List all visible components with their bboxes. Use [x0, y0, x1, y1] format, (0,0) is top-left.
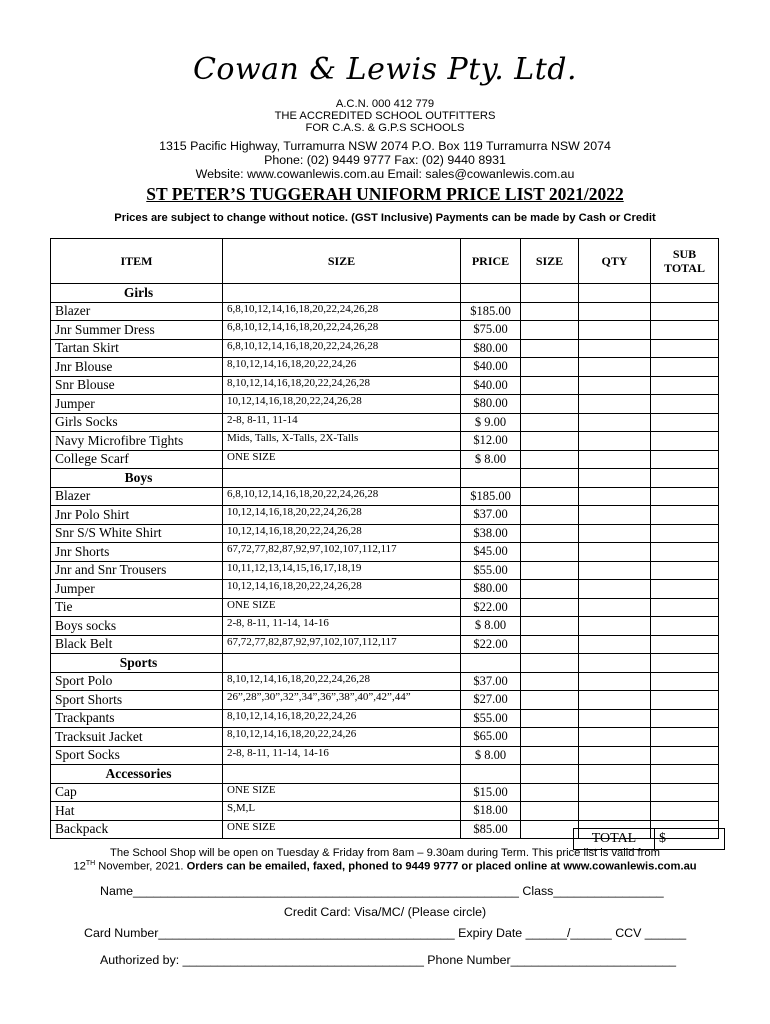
- qty-entry-cell[interactable]: [579, 524, 651, 543]
- price-table: [50, 238, 719, 839]
- qty-entry-cell[interactable]: [579, 432, 651, 451]
- table-row: [51, 728, 719, 747]
- size-entry-cell[interactable]: [521, 543, 579, 562]
- table-row: [51, 432, 719, 451]
- subtotal-entry-cell[interactable]: [651, 506, 719, 525]
- subtotal-entry-cell[interactable]: [651, 524, 719, 543]
- item-name: Jnr Blouse: [51, 358, 223, 377]
- qty-entry-cell[interactable]: [579, 635, 651, 654]
- item-sizes: 2-8, 8-11, 11-14, 14-16: [223, 617, 461, 636]
- item-name: Blazer: [51, 487, 223, 506]
- item-sizes: 8,10,12,14,16,18,20,22,24,26,28: [223, 672, 461, 691]
- item-name: Jumper: [51, 580, 223, 599]
- table-row: [51, 709, 719, 728]
- item-price: $80.00: [461, 339, 521, 358]
- table-row: [51, 783, 719, 802]
- size-entry-cell[interactable]: [521, 709, 579, 728]
- qty-entry-cell[interactable]: [579, 746, 651, 765]
- section-row: [51, 765, 719, 784]
- item-price: $185.00: [461, 302, 521, 321]
- shop-hours-note: The School Shop will be open on Tuesday & Friday from 8am – 9.30am during Term. This price list is valid from: [110, 847, 660, 859]
- table-row: [51, 617, 719, 636]
- subtotal-entry-cell[interactable]: [651, 728, 719, 747]
- table-row: [51, 672, 719, 691]
- item-price: [461, 765, 521, 784]
- item-price: [461, 284, 521, 303]
- item-name: Tracksuit Jacket: [51, 728, 223, 747]
- item-name: Jnr Polo Shirt: [51, 506, 223, 525]
- subtotal-entry-cell[interactable]: [651, 635, 719, 654]
- item-sizes: ONE SIZE: [223, 820, 461, 839]
- subtotal-entry-cell[interactable]: [651, 450, 719, 469]
- subtotal-entry-cell[interactable]: [651, 580, 719, 599]
- company-tagline-schools: FOR C.A.S. & G.P.S SCHOOLS: [305, 122, 465, 134]
- item-name: Jnr Summer Dress: [51, 321, 223, 340]
- item-sizes: 10,12,14,16,18,20,22,24,26,28: [223, 395, 461, 414]
- subtotal-entry-cell[interactable]: [651, 543, 719, 562]
- item-price: $65.00: [461, 728, 521, 747]
- subtotal-entry-cell[interactable]: [651, 561, 719, 580]
- item-price: $37.00: [461, 506, 521, 525]
- item-sizes: 8,10,12,14,16,18,20,22,24,26: [223, 709, 461, 728]
- size-entry-cell[interactable]: [521, 395, 579, 414]
- item-name: Tie: [51, 598, 223, 617]
- qty-entry-cell[interactable]: [579, 302, 651, 321]
- item-sizes: 26”,28”,30”,32”,34”,36”,38”,40”,42”,44”: [223, 691, 461, 710]
- size-entry-cell[interactable]: [521, 506, 579, 525]
- size-entry-cell[interactable]: [521, 802, 579, 821]
- item-price: [461, 469, 521, 488]
- table-row: [51, 450, 719, 469]
- subtotal-entry-cell[interactable]: [651, 339, 719, 358]
- column-header-size-selected: SIZE: [521, 239, 579, 284]
- column-header-price: PRICE: [461, 239, 521, 284]
- qty-entry-cell[interactable]: [579, 506, 651, 525]
- item-price: $80.00: [461, 580, 521, 599]
- size-entry-cell[interactable]: [521, 284, 579, 303]
- item-sizes: 10,12,14,16,18,20,22,24,26,28: [223, 580, 461, 599]
- size-entry-cell[interactable]: [521, 765, 579, 784]
- section-row: [51, 469, 719, 488]
- table-row: [51, 746, 719, 765]
- size-entry-cell[interactable]: [521, 654, 579, 673]
- table-row: [51, 358, 719, 377]
- item-price: $45.00: [461, 543, 521, 562]
- qty-entry-cell[interactable]: [579, 765, 651, 784]
- subtotal-entry-cell[interactable]: [651, 709, 719, 728]
- name-class-field[interactable]: Name________________________________________________________ Class________________: [100, 884, 664, 898]
- size-entry-cell[interactable]: [521, 413, 579, 432]
- size-entry-cell[interactable]: [521, 302, 579, 321]
- column-header-item: ITEM: [51, 239, 223, 284]
- column-header-size: SIZE: [223, 239, 461, 284]
- item-sizes: 10,12,14,16,18,20,22,24,26,28: [223, 524, 461, 543]
- size-entry-cell[interactable]: [521, 339, 579, 358]
- item-price: $ 8.00: [461, 450, 521, 469]
- item-price: $22.00: [461, 635, 521, 654]
- item-sizes: 6,8,10,12,14,16,18,20,22,24,26,28: [223, 487, 461, 506]
- item-name: Snr Blouse: [51, 376, 223, 395]
- item-price: $38.00: [461, 524, 521, 543]
- subtotal-entry-cell[interactable]: [651, 802, 719, 821]
- qty-entry-cell[interactable]: [579, 413, 651, 432]
- item-sizes: 10,11,12,13,14,15,16,17,18,19: [223, 561, 461, 580]
- qty-entry-cell[interactable]: [579, 450, 651, 469]
- item-sizes: Mids, Talls, X-Talls, 2X-Talls: [223, 432, 461, 451]
- subtotal-entry-cell[interactable]: [651, 469, 719, 488]
- acn-number: A.C.N. 000 412 779: [335, 98, 435, 110]
- item-name: Sport Polo: [51, 672, 223, 691]
- size-entry-cell[interactable]: [521, 691, 579, 710]
- item-price: $22.00: [461, 598, 521, 617]
- item-name: Boys socks: [51, 617, 223, 636]
- table-row: [51, 339, 719, 358]
- company-website: Website: www.cowanlewis.com.au Email: sales@cowanlewis.com.au: [195, 167, 575, 181]
- section-row: [51, 284, 719, 303]
- section-heading: Accessories: [51, 765, 223, 784]
- size-entry-cell[interactable]: [521, 672, 579, 691]
- item-sizes: 6,8,10,12,14,16,18,20,22,24,26,28: [223, 302, 461, 321]
- size-entry-cell[interactable]: [521, 783, 579, 802]
- company-tagline: THE ACCREDITED SCHOOL OUTFITTERS: [274, 110, 496, 122]
- qty-entry-cell[interactable]: [579, 284, 651, 303]
- item-sizes: 8,10,12,14,16,18,20,22,24,26: [223, 358, 461, 377]
- item-sizes: [223, 654, 461, 673]
- qty-entry-cell[interactable]: [579, 802, 651, 821]
- qty-entry-cell[interactable]: [579, 691, 651, 710]
- size-entry-cell[interactable]: [521, 487, 579, 506]
- item-sizes: [223, 284, 461, 303]
- size-entry-cell[interactable]: [521, 820, 579, 839]
- item-price: $ 8.00: [461, 746, 521, 765]
- column-header-subtotal: SUB TOTAL: [651, 239, 719, 284]
- table-header: [51, 239, 719, 284]
- valid-date-month: November, 2021.: [95, 860, 187, 873]
- size-entry-cell[interactable]: [521, 358, 579, 377]
- size-entry-cell[interactable]: [521, 321, 579, 340]
- card-number-field[interactable]: Card Number___________________________________________ Expiry Date ______/______ CCV ______: [84, 926, 687, 940]
- size-entry-cell[interactable]: [521, 450, 579, 469]
- qty-entry-cell[interactable]: [579, 728, 651, 747]
- item-price: $85.00: [461, 820, 521, 839]
- subtotal-entry-cell[interactable]: [651, 654, 719, 673]
- qty-entry-cell[interactable]: [579, 376, 651, 395]
- item-sizes: 8,10,12,14,16,18,20,22,24,26: [223, 728, 461, 747]
- item-name: Jnr and Snr Trousers: [51, 561, 223, 580]
- table-row: [51, 524, 719, 543]
- credit-card-type: Credit Card: Visa/MC/ (Please circle): [283, 905, 487, 919]
- item-name: Snr S/S White Shirt: [51, 524, 223, 543]
- item-name: Jnr Shorts: [51, 543, 223, 562]
- item-price: $40.00: [461, 358, 521, 377]
- qty-entry-cell[interactable]: [579, 580, 651, 599]
- section-heading: Boys: [51, 469, 223, 488]
- item-sizes: [223, 765, 461, 784]
- item-sizes: S,M,L: [223, 802, 461, 821]
- item-name: Blazer: [51, 302, 223, 321]
- total-value[interactable]: $: [655, 829, 725, 850]
- size-entry-cell[interactable]: [521, 469, 579, 488]
- total-label: TOTAL: [574, 829, 655, 850]
- valid-date-suffix: TH: [85, 860, 96, 867]
- subtotal-entry-cell[interactable]: [651, 358, 719, 377]
- subtotal-entry-cell[interactable]: [651, 321, 719, 340]
- table-row: [51, 395, 719, 414]
- subtotal-entry-cell[interactable]: [651, 783, 719, 802]
- item-sizes: 10,12,14,16,18,20,22,24,26,28: [223, 506, 461, 525]
- size-entry-cell[interactable]: [521, 524, 579, 543]
- item-name: Cap: [51, 783, 223, 802]
- authorization-field[interactable]: Authorized by: ___________________________________ Phone Number________________________: [100, 953, 677, 967]
- item-sizes: 2-8, 8-11, 11-14, 14-16: [223, 746, 461, 765]
- qty-entry-cell[interactable]: [579, 598, 651, 617]
- table-row: [51, 376, 719, 395]
- size-entry-cell[interactable]: [521, 598, 579, 617]
- size-entry-cell[interactable]: [521, 376, 579, 395]
- section-heading: Sports: [51, 654, 223, 673]
- qty-entry-cell[interactable]: [579, 543, 651, 562]
- item-sizes: ONE SIZE: [223, 598, 461, 617]
- item-name: Trackpants: [51, 709, 223, 728]
- item-sizes: ONE SIZE: [223, 450, 461, 469]
- order-contact-note: Orders can be emailed, faxed, phoned to 9449 9777 or placed online at www.cowanlewis.com.au: [186, 860, 697, 873]
- price-notice: Prices are subject to change without notice. (GST Inclusive) Payments can be made by Cash or Credit: [114, 212, 656, 224]
- subtotal-entry-cell[interactable]: [651, 302, 719, 321]
- qty-entry-cell[interactable]: [579, 487, 651, 506]
- item-price: $75.00: [461, 321, 521, 340]
- item-name: Jumper: [51, 395, 223, 414]
- subtotal-entry-cell[interactable]: [651, 376, 719, 395]
- table-row: [51, 598, 719, 617]
- company-name: Cowan & Lewis Pty. Ltd.: [192, 52, 578, 87]
- subtotal-entry-cell[interactable]: [651, 691, 719, 710]
- table-row: [51, 487, 719, 506]
- item-price: $15.00: [461, 783, 521, 802]
- item-price: $185.00: [461, 487, 521, 506]
- size-entry-cell[interactable]: [521, 635, 579, 654]
- size-entry-cell[interactable]: [521, 561, 579, 580]
- item-sizes: ONE SIZE: [223, 783, 461, 802]
- item-price: $80.00: [461, 395, 521, 414]
- item-price: $37.00: [461, 672, 521, 691]
- table-row: [51, 321, 719, 340]
- item-price: [461, 654, 521, 673]
- item-price: $55.00: [461, 561, 521, 580]
- table-row: [51, 413, 719, 432]
- item-price: $12.00: [461, 432, 521, 451]
- item-name: Navy Microfibre Tights: [51, 432, 223, 451]
- size-entry-cell[interactable]: [521, 746, 579, 765]
- qty-entry-cell[interactable]: [579, 358, 651, 377]
- qty-entry-cell[interactable]: [579, 469, 651, 488]
- size-entry-cell[interactable]: [521, 580, 579, 599]
- subtotal-entry-cell[interactable]: [651, 672, 719, 691]
- item-name: Tartan Skirt: [51, 339, 223, 358]
- subtotal-entry-cell[interactable]: [651, 487, 719, 506]
- qty-entry-cell[interactable]: [579, 617, 651, 636]
- subtotal-entry-cell[interactable]: [651, 617, 719, 636]
- item-name: College Scarf: [51, 450, 223, 469]
- qty-entry-cell[interactable]: [579, 672, 651, 691]
- section-heading: Girls: [51, 284, 223, 303]
- item-sizes: 2-8, 8-11, 11-14: [223, 413, 461, 432]
- table-row: [51, 635, 719, 654]
- order-note: [0, 860, 770, 873]
- size-entry-cell[interactable]: [521, 728, 579, 747]
- item-sizes: 6,8,10,12,14,16,18,20,22,24,26,28: [223, 321, 461, 340]
- item-sizes: 67,72,77,82,87,92,97,102,107,112,117: [223, 635, 461, 654]
- page-title: ST PETER’S TUGGERAH UNIFORM PRICE LIST 2021/2022: [146, 184, 624, 204]
- item-sizes: 6,8,10,12,14,16,18,20,22,24,26,28: [223, 339, 461, 358]
- subtotal-entry-cell[interactable]: [651, 598, 719, 617]
- item-price: $55.00: [461, 709, 521, 728]
- subtotal-entry-cell[interactable]: [651, 413, 719, 432]
- item-name: Sport Shorts: [51, 691, 223, 710]
- subtotal-entry-cell[interactable]: [651, 746, 719, 765]
- size-entry-cell[interactable]: [521, 432, 579, 451]
- item-name: Hat: [51, 802, 223, 821]
- qty-entry-cell[interactable]: [579, 654, 651, 673]
- qty-entry-cell[interactable]: [579, 321, 651, 340]
- section-row: [51, 654, 719, 673]
- valid-date-day: 12: [73, 860, 86, 873]
- item-price: $18.00: [461, 802, 521, 821]
- item-name: Girls Socks: [51, 413, 223, 432]
- subtotal-entry-cell[interactable]: [651, 432, 719, 451]
- item-price: $ 8.00: [461, 617, 521, 636]
- item-price: $40.00: [461, 376, 521, 395]
- item-price: $27.00: [461, 691, 521, 710]
- item-sizes: 67,72,77,82,87,92,97,102,107,112,117: [223, 543, 461, 562]
- item-name: Black Belt: [51, 635, 223, 654]
- table-row: [51, 506, 719, 525]
- table-row: [51, 302, 719, 321]
- item-sizes: [223, 469, 461, 488]
- qty-entry-cell[interactable]: [579, 709, 651, 728]
- company-phone: Phone: (02) 9449 9777 Fax: (02) 9440 8931: [264, 153, 506, 167]
- item-name: Backpack: [51, 820, 223, 839]
- table-row: [51, 802, 719, 821]
- table-row: [51, 543, 719, 562]
- table-row: [51, 691, 719, 710]
- table-row: [51, 580, 719, 599]
- column-header-qty: QTY: [579, 239, 651, 284]
- subtotal-entry-cell[interactable]: [651, 765, 719, 784]
- item-name: Sport Socks: [51, 746, 223, 765]
- qty-entry-cell[interactable]: [579, 561, 651, 580]
- qty-entry-cell[interactable]: [579, 783, 651, 802]
- company-address: 1315 Pacific Highway, Turramurra NSW 2074 P.O. Box 119 Turramurra NSW 2074: [159, 139, 611, 153]
- subtotal-entry-cell[interactable]: [651, 395, 719, 414]
- table-row: [51, 561, 719, 580]
- size-entry-cell[interactable]: [521, 617, 579, 636]
- qty-entry-cell[interactable]: [579, 339, 651, 358]
- item-sizes: 8,10,12,14,16,18,20,22,24,26,28: [223, 376, 461, 395]
- subtotal-entry-cell[interactable]: [651, 284, 719, 303]
- qty-entry-cell[interactable]: [579, 395, 651, 414]
- item-price: $ 9.00: [461, 413, 521, 432]
